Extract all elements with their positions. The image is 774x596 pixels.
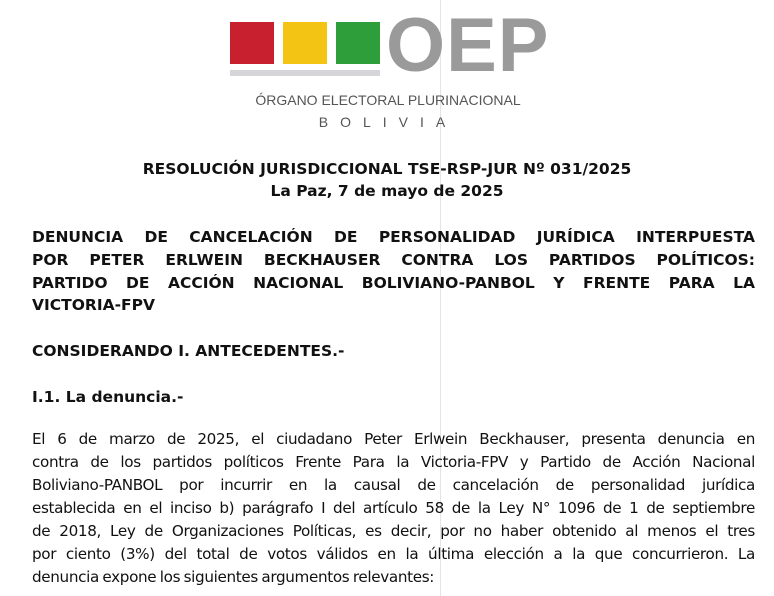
paragraph-line: contra de los partidos políticos Frente Para la Victoria-FPV y Partido de Acción Nacional bbox=[32, 453, 755, 471]
paragraph-line: establecida en el inciso b) parágrafo I del artículo 58 de la Ley N° 1096 de 1 de septiembre bbox=[32, 499, 755, 517]
subject-line: DENUNCIA DE CANCELACIÓN DE PERSONALIDAD JURÍDICA INTERPUESTA bbox=[32, 228, 755, 246]
resolution-title: RESOLUCIÓN JURISDICCIONAL TSE-RSP-JUR Nº 031/2025 bbox=[142, 160, 632, 178]
oep-logo bbox=[228, 3, 550, 130]
logo-country: BOLIVIA bbox=[318, 114, 458, 130]
paragraph-line: por ciento (3%) del total de votos válidos en la última elección a la que concurrieron. La bbox=[32, 545, 755, 563]
paragraph-line: Boliviano-PANBOL por incurrir en la causal de cancelación de personalidad jurídica bbox=[32, 476, 755, 494]
subsection-heading: I.1. La denuncia.- bbox=[32, 388, 184, 406]
logo-organization-name: ÓRGANO ELECTORAL PLURINACIONAL bbox=[255, 92, 521, 108]
section-heading: CONSIDERANDO I. ANTECEDENTES.- bbox=[32, 342, 345, 360]
subject-line: VICTORIA-FPV bbox=[32, 296, 155, 314]
logo-red-square bbox=[230, 22, 274, 64]
logo-underline bbox=[230, 70, 380, 76]
paragraph-line: El 6 de marzo de 2025, el ciudadano Peter Erlwein Beckhauser, presenta denuncia en bbox=[32, 430, 755, 448]
subject-line: PARTIDO DE ACCIÓN NACIONAL BOLIVIANO-PANBOL Y FRENTE PARA LA bbox=[32, 274, 755, 292]
paragraph-line: de 2018, Ley de Organizaciones Políticas, es decir, por no haber obtenido al menos el tres bbox=[32, 522, 755, 540]
subject-line: POR PETER ERLWEIN BECKHAUSER CONTRA LOS PARTIDOS POLÍTICOS: bbox=[32, 251, 755, 269]
resolution-date: La Paz, 7 de mayo de 2025 bbox=[270, 182, 504, 200]
paragraph-line: denuncia expone los siguientes argumentos relevantes: bbox=[32, 568, 435, 586]
logo-yellow-square bbox=[283, 22, 327, 64]
logo-green-square bbox=[336, 22, 380, 64]
logo-acronym: OEP bbox=[386, 3, 550, 88]
